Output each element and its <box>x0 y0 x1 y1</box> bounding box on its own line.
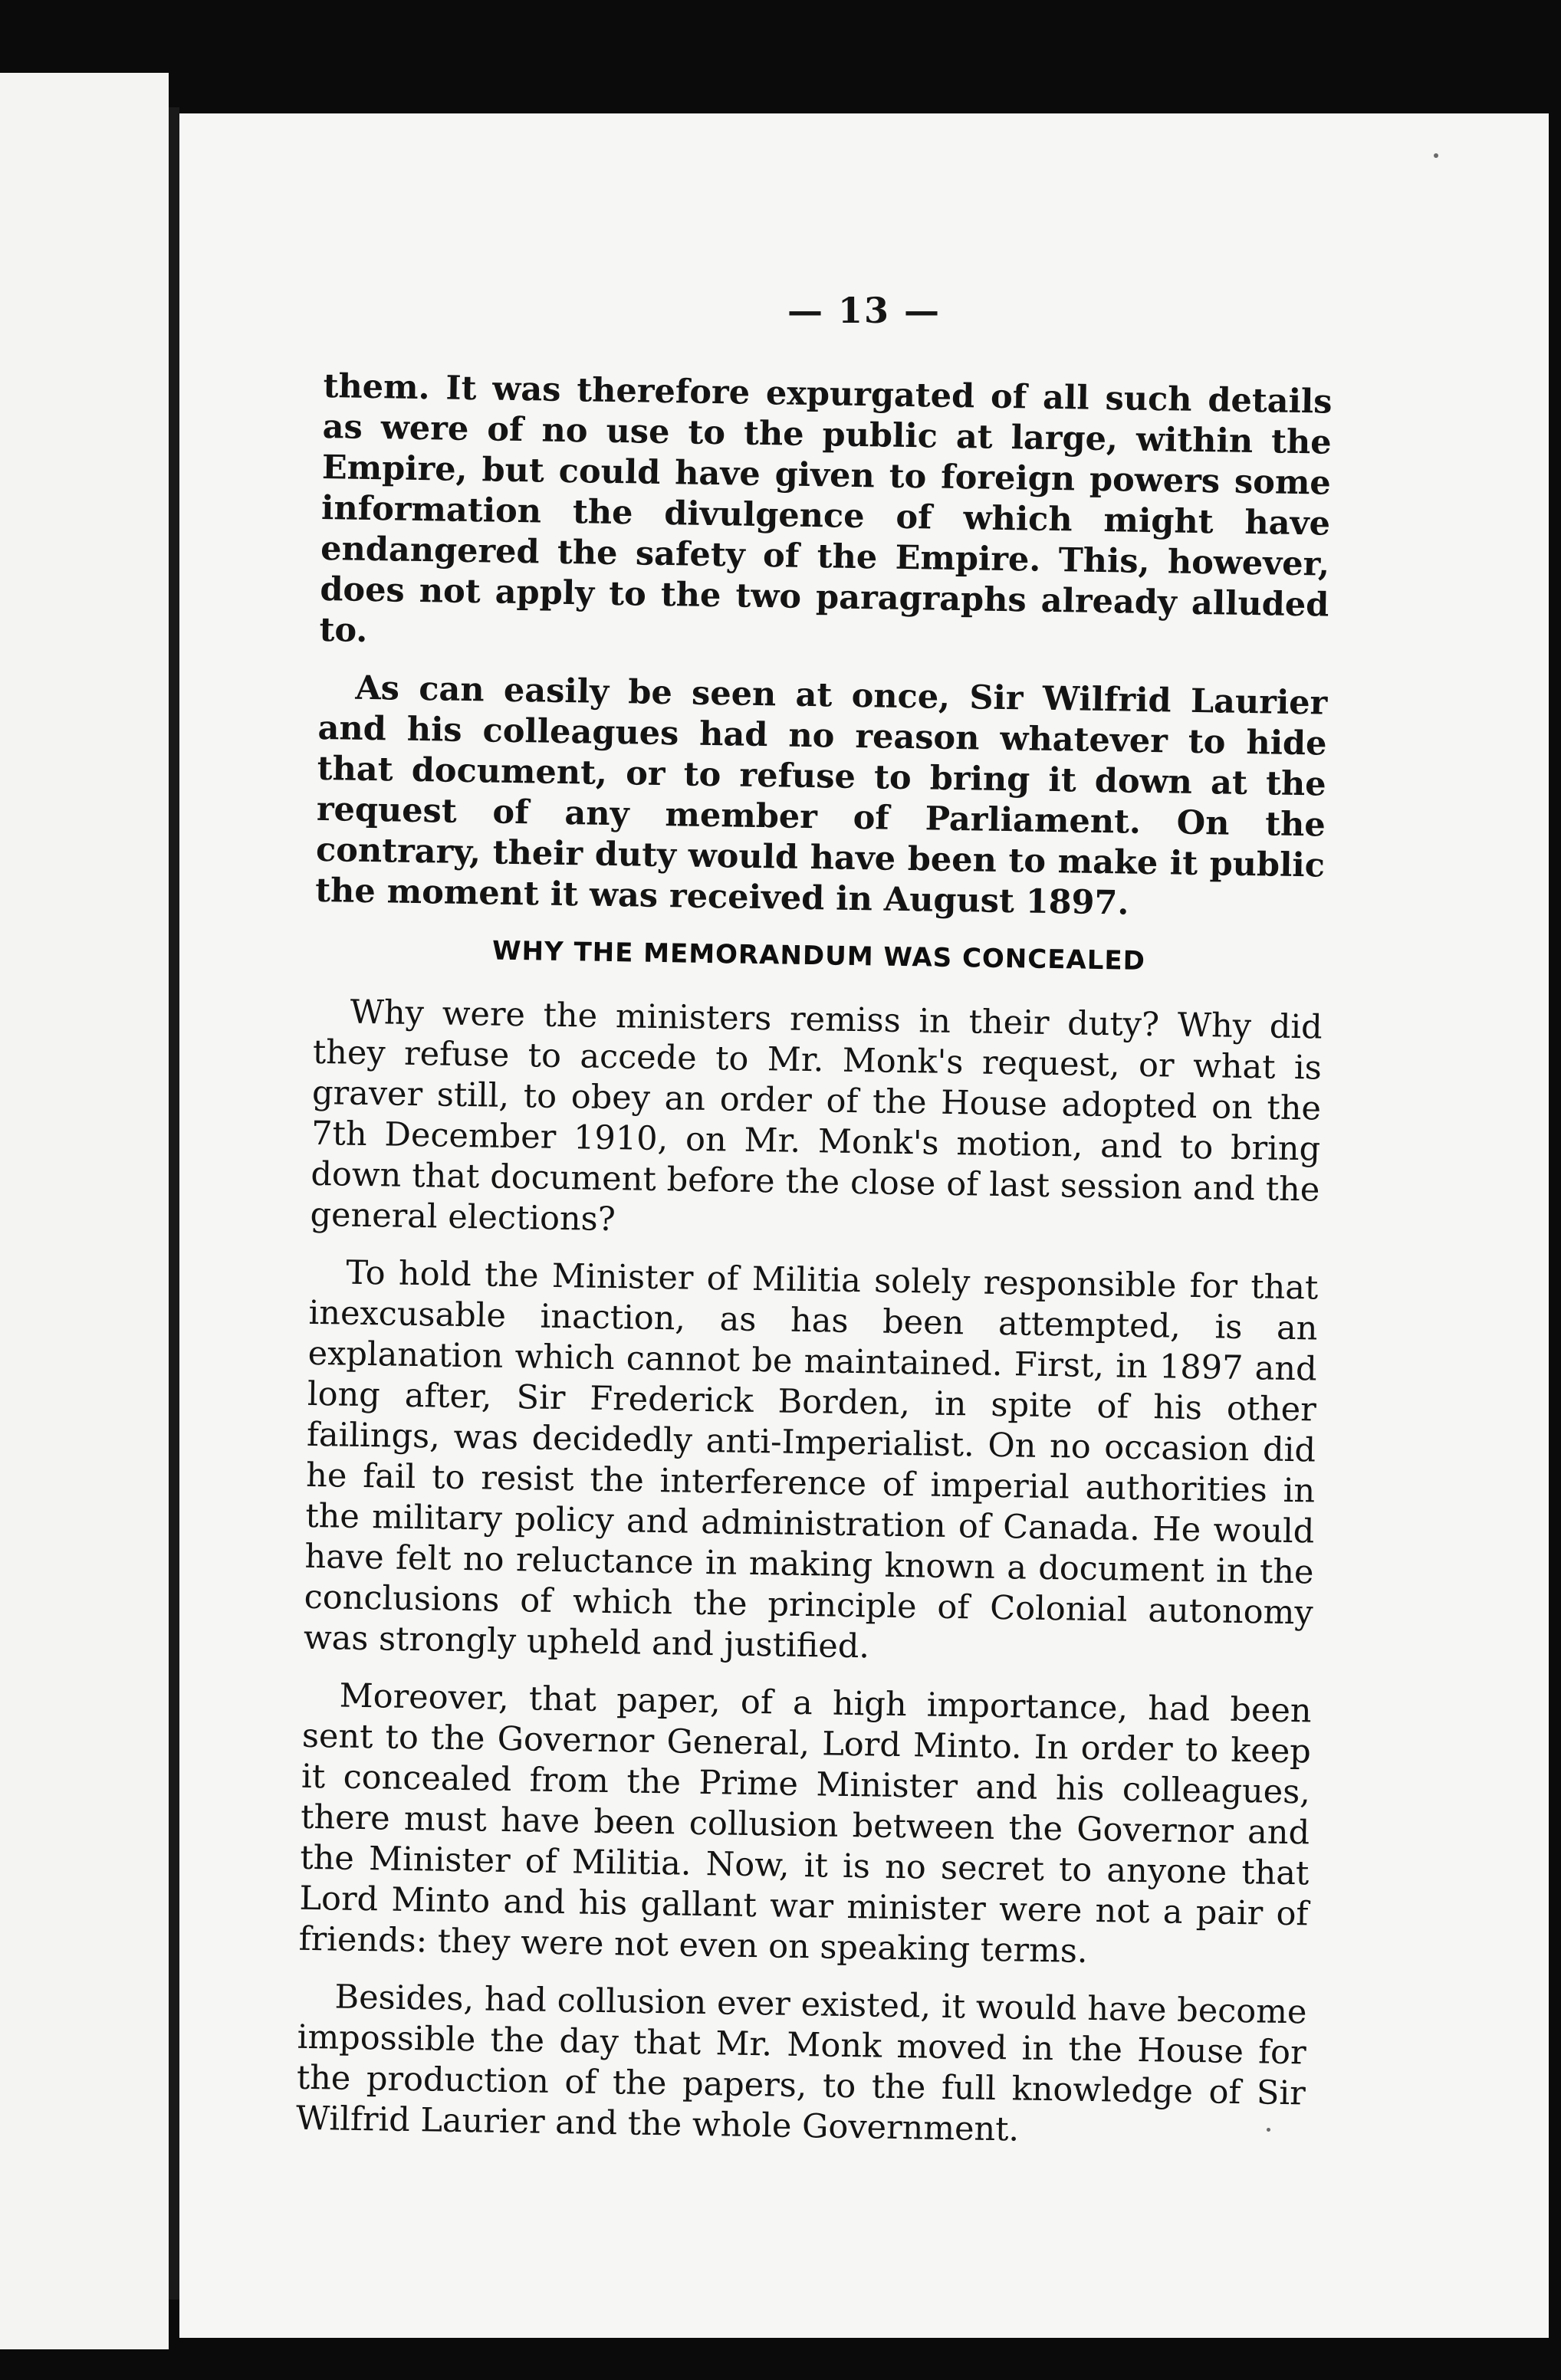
paragraph-3: Why were the ministers remiss in their duty? Why did they refuse to accede to Mr. Monk's request, or what is graver still, to obey an order of the House adopted on the 7th December 1910, on Mr. Monk's motion, and to bring down that document before the close of last session and the general elections? <box>310 993 1323 1239</box>
paragraph-6: Besides, had collusion ever existed, it would have become impossible the day that Mr. Monk moved in the House for the production of the papers, to the full knowledge of Sir Wilfrid Laurier and the whole Government. <box>295 1978 1307 2149</box>
book-spine-shadow <box>169 107 179 2300</box>
paragraph-5: Moreover, that paper, of a high importance, had been sent to the Governor General, Lord Minto. In order to keep it concealed from the Prime Minister and his colleagues, there must have been collusion between the Governor and the Minister of Militia. Now, it is no secret to anyone that Lord Minto and his gallant war minister were not a pair of friends: they were not even on speaking terms. <box>298 1676 1312 1971</box>
previous-page-edge <box>0 73 169 2349</box>
document-page <box>179 113 1549 2338</box>
body-text <box>295 366 1333 2172</box>
paragraph-4: To hold the Minister of Militia solely responsible for that inexcusable inaction, as has been attempted, is an explanation which cannot be maintained. First, in 1897 and long after, Sir Frederick Borden, in spite of his other failings, was decidedly anti-Imperialist. On no occasion did he fail to resist the interference of imperial authorities in the military policy and administration of Canada. He would have felt no reluctance in making known a document in the conclusions of which the principle of Colonial autonomy was strongly upheld and justified. <box>303 1253 1319 1666</box>
page-number: — 13 — <box>787 290 942 331</box>
scan-speck <box>1434 153 1438 158</box>
section-heading: WHY THE MEMORANDUM WAS CONCEALED <box>491 935 1146 977</box>
paragraph-2: As can easily be seen at once, Sir Wilfrid Laurier and his colleagues had no reason whatever to hide that document, or to refuse to bring it down at the request of any member of Parliament. On the contrary, their duty would have been to make it public the moment it was received in August 1897. <box>314 668 1328 923</box>
scan-speck <box>1267 2128 1270 2132</box>
paragraph-1: them. It was therefore expurgated of all such details as were of no use to the public at large, within the Empire, but could have given to foreign powers some information the divulgence of which might have endangered the safety of the Empire. This, however, does not apply to the two paragraphs already alluded to. <box>319 366 1333 650</box>
